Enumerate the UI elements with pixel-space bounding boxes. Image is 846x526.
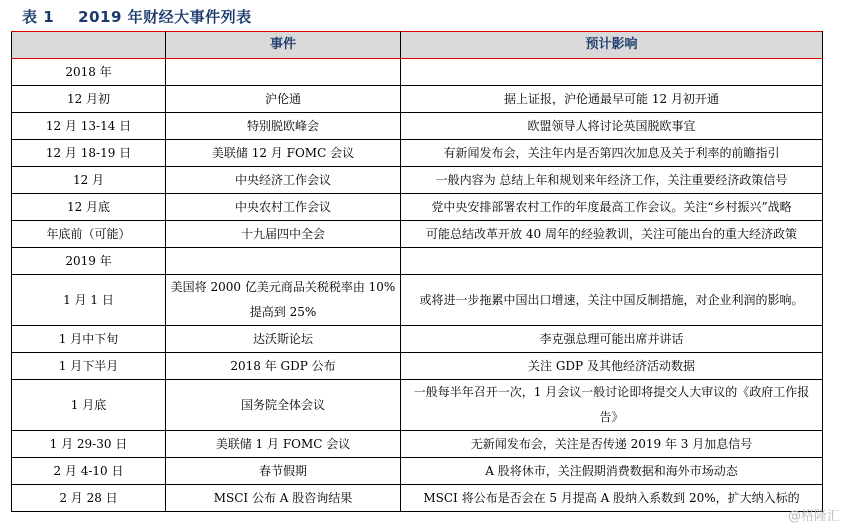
time-cell: 12 月: [12, 167, 166, 194]
impact-cell: A 股将休市，关注假期消费数据和海外市场动态: [401, 458, 823, 485]
event-cell: 美联储 1 月 FOMC 会议: [166, 431, 401, 458]
events-table: [11, 31, 823, 512]
header-time: [12, 32, 166, 59]
time-cell: 1 月 1 日: [12, 275, 166, 326]
event-cell: MSCI 公布 A 股咨询结果: [166, 485, 401, 512]
impact-cell: 一般内容为 总结上年和规划来年经济工作，关注重要经济政策信号: [401, 167, 823, 194]
time-cell: 1 月底: [12, 380, 166, 431]
impact-cell: 李克强总理可能出席并讲话: [401, 326, 823, 353]
impact-cell: [401, 59, 823, 86]
event-cell: 沪伦通: [166, 86, 401, 113]
impact-cell: 无新闻发布会，关注是否传递 2019 年 3 月加息信号: [401, 431, 823, 458]
table-row: [12, 485, 823, 512]
table-row: [12, 167, 823, 194]
event-cell: 美国将 2000 亿美元商品关税税率由 10%提高到 25%: [166, 275, 401, 326]
table-row: [12, 221, 823, 248]
table-row: [12, 326, 823, 353]
table-row: [12, 380, 823, 431]
event-cell: 美联储 12 月 FOMC 会议: [166, 140, 401, 167]
header-event: 事件: [166, 32, 401, 59]
time-cell: 2019 年: [12, 248, 166, 275]
time-cell: 年底前（可能）: [12, 221, 166, 248]
impact-cell: 据上证报，沪伦通最早可能 12 月初开通: [401, 86, 823, 113]
header-row: [12, 32, 823, 59]
impact-cell: [401, 248, 823, 275]
impact-cell: 或将进一步拖累中国出口增速，关注中国反制措施，对企业利润的影响。: [401, 275, 823, 326]
impact-cell: 欧盟领导人将讨论英国脱欧事宜: [401, 113, 823, 140]
event-cell: 达沃斯论坛: [166, 326, 401, 353]
table-row: [12, 458, 823, 485]
table-number: 表 1: [22, 8, 55, 26]
table-row: [12, 353, 823, 380]
header-impact: 预计影响: [401, 32, 823, 59]
time-cell: 12 月初: [12, 86, 166, 113]
event-cell: [166, 59, 401, 86]
table-row: [12, 140, 823, 167]
table-row: [12, 275, 823, 326]
time-cell: 1 月中下旬: [12, 326, 166, 353]
table-title: 2019 年财经大事件列表: [78, 8, 252, 26]
table-row: [12, 248, 823, 275]
watermark: @格隆汇: [787, 509, 840, 524]
table-row: [12, 194, 823, 221]
impact-cell: MSCI 将公布是否会在 5 月提高 A 股纳入系数到 20%，扩大纳入标的: [401, 485, 823, 512]
table-row: [12, 431, 823, 458]
impact-cell: 党中央安排部署农村工作的年度最高工作会议。关注“乡村振兴”战略: [401, 194, 823, 221]
table-row: [12, 113, 823, 140]
impact-cell: 关注 GDP 及其他经济活动数据: [401, 353, 823, 380]
time-cell: 1 月下半月: [12, 353, 166, 380]
impact-cell: 一般每半年召开一次，1 月会议一般讨论即将提交人大审议的《政府工作报告》: [401, 380, 823, 431]
time-cell: 2 月 4-10 日: [12, 458, 166, 485]
event-cell: 十九届四中全会: [166, 221, 401, 248]
impact-cell: 可能总结改革开放 40 周年的经验教训，关注可能出台的重大经济政策: [401, 221, 823, 248]
table-row: [12, 59, 823, 86]
time-cell: 2 月 28 日: [12, 485, 166, 512]
event-cell: 中央农村工作会议: [166, 194, 401, 221]
event-cell: [166, 248, 401, 275]
event-cell: 中央经济工作会议: [166, 167, 401, 194]
event-cell: 2018 年 GDP 公布: [166, 353, 401, 380]
event-cell: 国务院全体会议: [166, 380, 401, 431]
time-cell: 12 月 18-19 日: [12, 140, 166, 167]
table-caption: [22, 6, 252, 27]
event-cell: 春节假期: [166, 458, 401, 485]
table-row: [12, 86, 823, 113]
time-cell: 2018 年: [12, 59, 166, 86]
event-cell: 特别脱欧峰会: [166, 113, 401, 140]
time-cell: 1 月 29-30 日: [12, 431, 166, 458]
impact-cell: 有新闻发布会，关注年内是否第四次加息及关于利率的前瞻指引: [401, 140, 823, 167]
time-cell: 12 月底: [12, 194, 166, 221]
time-cell: 12 月 13-14 日: [12, 113, 166, 140]
